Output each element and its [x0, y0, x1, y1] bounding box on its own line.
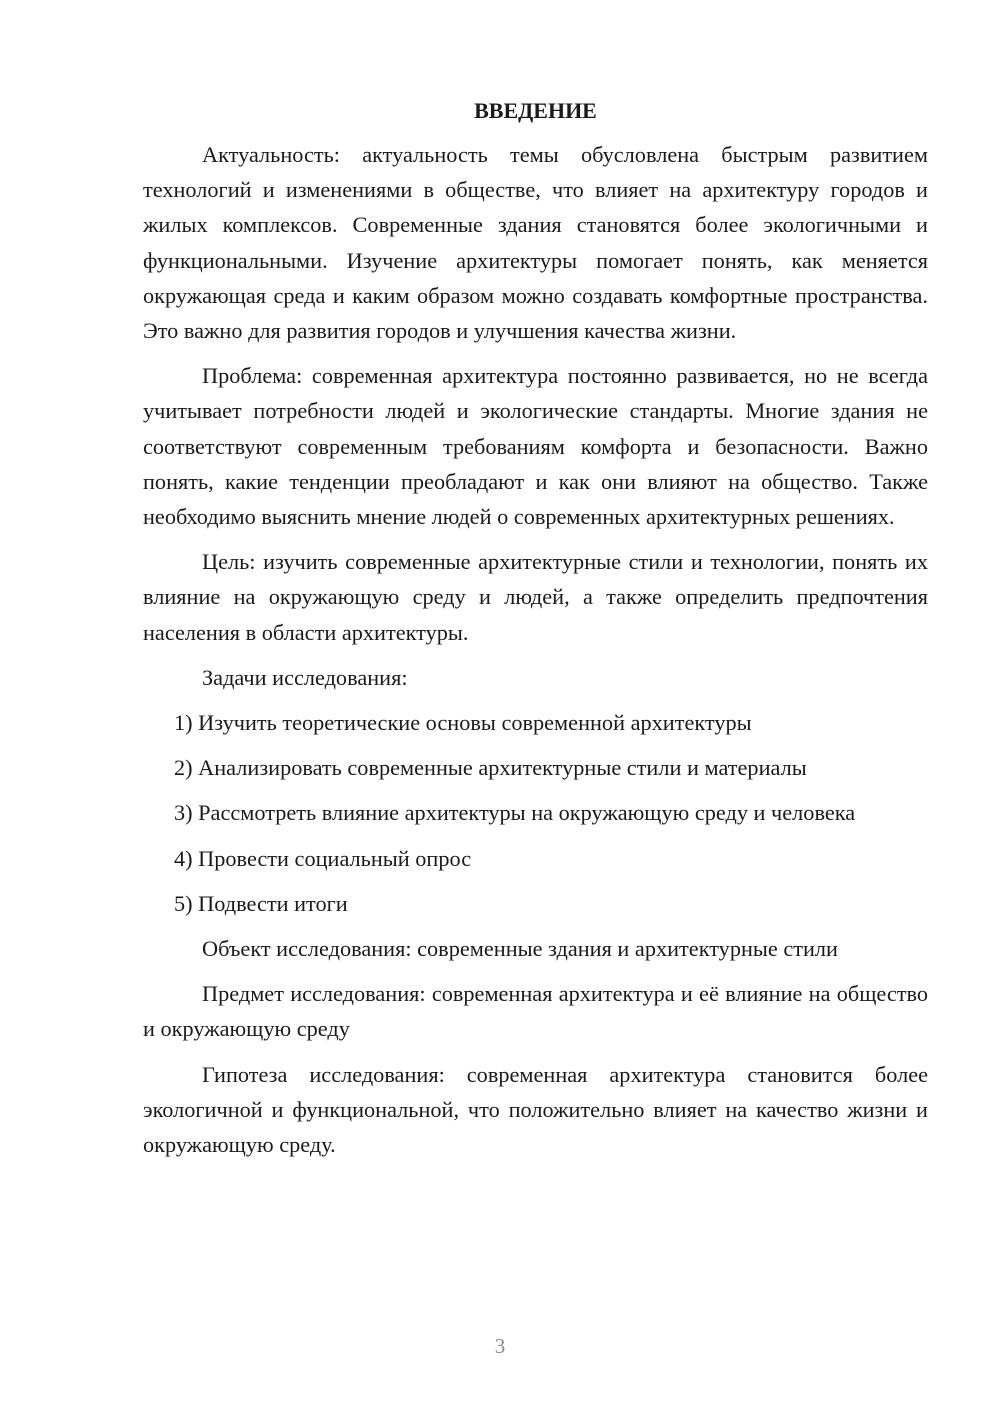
- paragraph-relevance: Актуальность: актуальность темы обусловлена быстрым развитием технологий и изменениями в обществе, что влияет на архитектуру городов и жилых комплексов. Современные здания становятся более экологичными и функциональными. Изучение архитектуры помогает понять, как меняется окружающая среда и каким образом можно создавать комфортные пространства. Это важно для развития городов и улучшения качества жизни.: [143, 142, 928, 344]
- task-item-3: 3) Рассмотреть влияние архитектуры на окружающую среду и человека: [174, 800, 856, 826]
- paragraph-goal: Цель: изучить современные архитектурные стили и технологии, понять их влияние на окружающую среду и людей, а также определить предпочтения населения в области архитектуры.: [143, 549, 928, 645]
- task-item-1: 1) Изучить теоретические основы современной архитектуры: [174, 710, 752, 736]
- research-object: Объект исследования: современные здания и архитектурные стили: [202, 936, 838, 962]
- page-number: 3: [494, 1334, 506, 1358]
- page-title: ВВЕДЕНИЕ: [474, 98, 597, 123]
- tasks-heading: Задачи исследования:: [202, 664, 408, 690]
- research-subject: Предмет исследования: современная архитектура и её влияние на общество и окружающую среду: [143, 981, 928, 1042]
- task-item-4: 4) Провести социальный опрос: [174, 845, 472, 871]
- task-item-5: 5) Подвести итоги: [174, 890, 348, 916]
- document-page: [143, 96, 928, 1172]
- paragraph-problem: Проблема: современная архитектура постоянно развивается, но не всегда учитывает потребности людей и экологические стандарты. Многие здания не соответствуют современным требованиям комфорта и безопасности. Важно понять, какие тенденции преобладают и как они влияют на общество. Также необходимо выяснить мнение людей о современных архитектурных решениях.: [143, 363, 928, 530]
- task-item-2: 2) Анализировать современные архитектурные стили и материалы: [174, 755, 807, 781]
- research-hypothesis: Гипотеза исследования: современная архитектура становится более экологичной и функциональной, что положительно влияет на качество жизни и окружающую среду.: [143, 1061, 928, 1158]
